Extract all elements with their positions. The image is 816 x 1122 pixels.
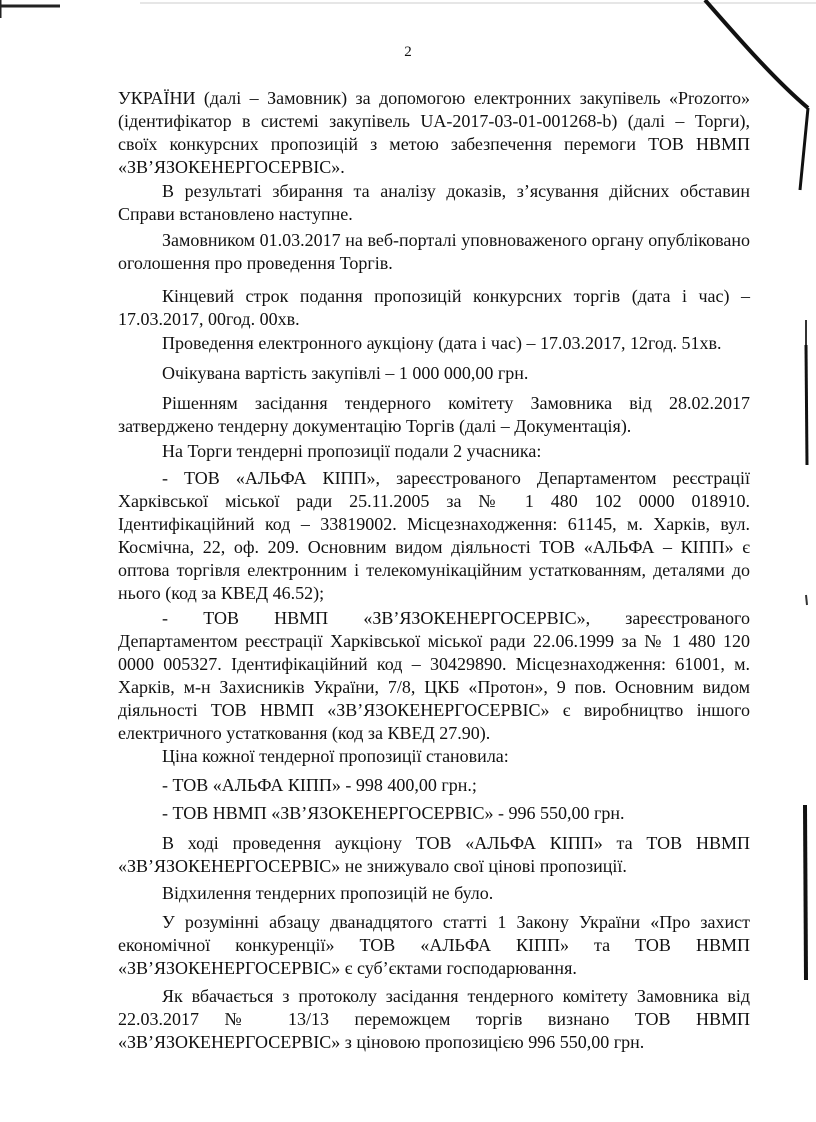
paragraph-prices-intro: Ціна кожної тендерної пропозиції становила: bbox=[162, 746, 509, 766]
paragraph-participant-zviazok: - ТОВ НВМП «ЗВ’ЯЗОКЕНЕРГОСЕРВІС», зареєстрованого Департаментом реєстрації Харківської міської ради 22.06.1999 за № 1 480 120 0000 005327. Ідентифікаційний код – 30429890. Місцезнаходження: 61001, м. Харків, м-н Захисників України, 7/8, ЦКБ «Протон», 9 пов. Основним видом діяльності ТОВ НВМП «ЗВ’ЯЗОКЕНЕРГОСЕРВІС» є виробництво іншого електричного устатковання (код за КВЕД 27.90). bbox=[118, 608, 750, 743]
paragraph-participant-alfa: - ТОВ «АЛЬФА КІПП», зареєстрованого Департаментом реєстрації Харківської міської ради 25.11.2005 за № 1 480 102 0000 018910. Ідентифікаційний код – 33819002. Місцезнаходження: 61145, м. Харків, вул. Космічна, 22, оф. 209. Основним видом діяльності ТОВ «АЛЬФА – КІПП» є оптова торгівля електронним і телекомунікаційним устаткованням, деталями до нього (код за КВЕД 46.52); bbox=[118, 468, 750, 603]
page-number: 2 bbox=[404, 44, 412, 60]
paragraph-participants-intro: На Торги тендерні пропозиції подали 2 учасника: bbox=[162, 441, 542, 461]
paragraph-announcement: Замовником 01.03.2017 на веб-порталі уповноваженого органу опубліковано оголошення про проведення Торгів. bbox=[118, 230, 750, 273]
paragraph-economic-entities: У розумінні абзацу дванадцятого статті 1 Закону України «Про захист економічної конкуренції» ТОВ «АЛЬФА КІПП» та ТОВ НВМП «ЗВ’ЯЗОКЕНЕРГОСЕРВІС» є суб’єктами господарювання. bbox=[118, 912, 750, 978]
paragraph-findings: В результаті збирання та аналізу доказів, з’ясування дійсних обставин Справи встановлено наступне. bbox=[118, 181, 750, 224]
paragraph-auction-time: Проведення електронного аукціону (дата і час) – 17.03.2017, 12год. 51хв. bbox=[162, 333, 722, 353]
paragraph-documentation: Рішенням засідання тендерного комітету Замовника від 28.02.2017 затверджено тендерну документацію Торгів (далі – Документація). bbox=[118, 393, 750, 436]
paragraph-price-alfa: - ТОВ «АЛЬФА КІПП» - 998 400,00 грн.; bbox=[162, 775, 477, 795]
paragraph-deadline: Кінцевий строк подання пропозицій конкурсних торгів (дата і час) – 17.03.2017, 00год. 00хв. bbox=[118, 286, 750, 329]
paragraph-price-zviazok: - ТОВ НВМП «ЗВ’ЯЗОКЕНЕРГОСЕРВІС» - 996 550,00 грн. bbox=[162, 803, 625, 823]
paragraph-no-rejections: Відхилення тендерних пропозицій не було. bbox=[162, 883, 494, 903]
paragraph-expected-cost: Очікувана вартість закупівлі – 1 000 000,00 грн. bbox=[162, 363, 529, 383]
paragraph-auction-result: В ході проведення аукціону ТОВ «АЛЬФА КІПП» та ТОВ НВМП «ЗВ’ЯЗОКЕНЕРГОСЕРВІС» не знижувало свої цінові пропозиції. bbox=[118, 833, 750, 876]
paragraph-intro: УКРАЇНИ (далі – Замовник) за допомогою електронних закупівель «Prozorro» (ідентифікатор в системі закупівель UA-2017-03-01-001268-b) (далі – Торги), своїх конкурсних пропозицій з метою забезпечення перемоги ТОВ НВМП «ЗВ’ЯЗОКЕНЕРГОСЕРВІС». bbox=[118, 88, 750, 177]
paragraph-winner: Як вбачається з протоколу засідання тендерного комітету Замовника від 22.03.2017 № 13/13 переможцем торгів визнано ТОВ НВМП «ЗВ’ЯЗОКЕНЕРГОСЕРВІС» з ціновою пропозицією 996 550,00 грн. bbox=[118, 986, 750, 1052]
